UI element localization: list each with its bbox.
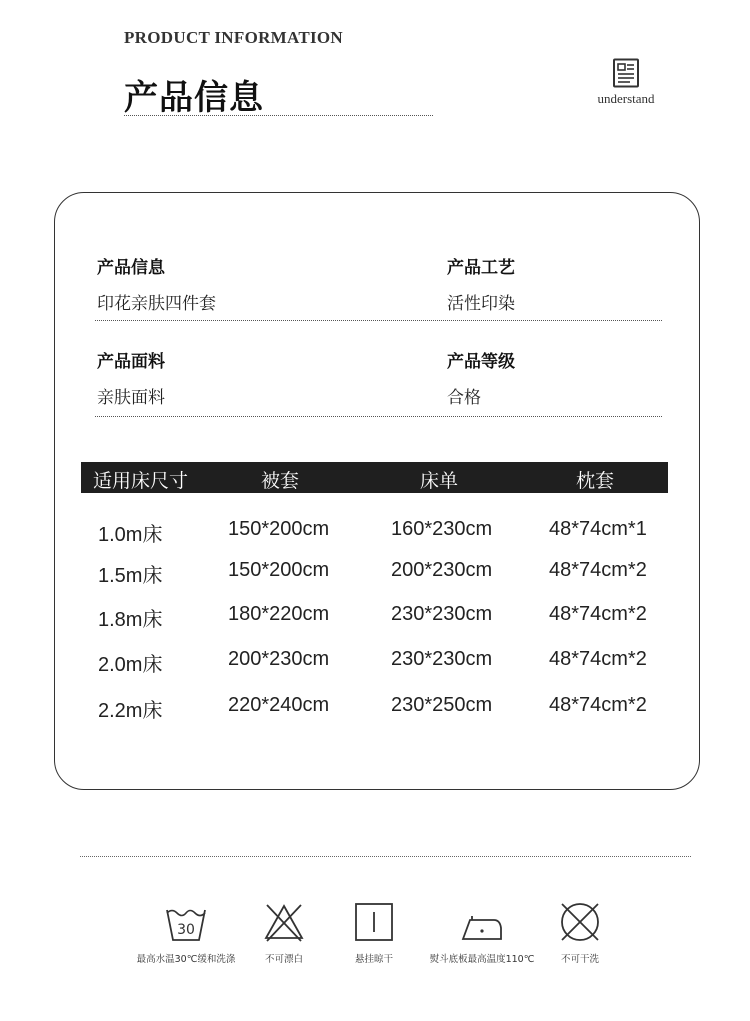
info-value-process: 活性印染 bbox=[447, 294, 515, 314]
table-cell: 48*74cm*1 bbox=[549, 518, 647, 540]
table-cell: 48*74cm*2 bbox=[549, 648, 647, 670]
table-cell: 48*74cm*2 bbox=[549, 559, 647, 581]
info-label-fabric: 产品面料 bbox=[97, 352, 165, 372]
no-dry-clean-icon bbox=[558, 900, 602, 944]
table-cell: 230*230cm bbox=[391, 603, 493, 625]
table-cell: 150*200cm bbox=[228, 559, 330, 581]
table-cell: 48*74cm*2 bbox=[549, 694, 647, 716]
table-cell: 2.2m床 bbox=[98, 700, 163, 722]
care-item-hang-dry bbox=[314, 900, 434, 965]
care-label-iron: 熨斗底板最高温度110℃ bbox=[429, 954, 535, 965]
column-header-sheet: 床单 bbox=[420, 471, 459, 492]
understand-label: understand bbox=[597, 91, 655, 106]
info-label-grade: 产品等级 bbox=[447, 352, 515, 372]
table-cell: 220*240cm bbox=[228, 694, 330, 716]
info-value-grade: 合格 bbox=[447, 388, 481, 408]
wash-30-icon bbox=[164, 900, 208, 944]
document-icon bbox=[612, 58, 640, 88]
info-divider bbox=[95, 416, 662, 417]
care-item-no-dry-clean bbox=[520, 900, 640, 965]
wash-temperature-text: 30 bbox=[177, 922, 195, 938]
hang-dry-icon bbox=[352, 900, 396, 944]
size-table-header bbox=[81, 462, 668, 493]
table-cell: 1.0m床 bbox=[98, 524, 163, 546]
info-value-fabric: 亲肤面料 bbox=[97, 388, 165, 408]
page-title: 产品信息 bbox=[124, 78, 264, 118]
iron-icon bbox=[460, 900, 504, 944]
table-cell: 160*230cm bbox=[391, 518, 493, 540]
info-value-product: 印花亲肤四件套 bbox=[97, 294, 216, 314]
column-header-duvet: 被套 bbox=[261, 471, 300, 492]
table-cell: 200*230cm bbox=[391, 559, 493, 581]
info-divider bbox=[95, 320, 662, 321]
no-bleach-icon bbox=[262, 900, 306, 944]
header-divider bbox=[124, 115, 433, 116]
info-label-product: 产品信息 bbox=[97, 258, 165, 278]
table-cell: 2.0m床 bbox=[98, 654, 163, 676]
table-cell: 230*250cm bbox=[391, 694, 493, 716]
care-label-hang-dry: 悬挂晾干 bbox=[354, 954, 393, 965]
table-cell: 1.5m床 bbox=[98, 565, 163, 587]
care-label-wash: 最高水温30℃缓和洗涤 bbox=[136, 954, 236, 965]
table-cell: 48*74cm*2 bbox=[549, 603, 647, 625]
care-divider bbox=[80, 856, 691, 857]
table-cell: 150*200cm bbox=[228, 518, 330, 540]
table-cell: 180*220cm bbox=[228, 603, 330, 625]
info-label-process: 产品工艺 bbox=[447, 258, 515, 278]
column-header-bed-size: 适用床尺寸 bbox=[93, 471, 189, 492]
understand-badge bbox=[590, 58, 662, 107]
care-label-no-dry-clean: 不可干洗 bbox=[560, 954, 599, 965]
table-cell: 200*230cm bbox=[228, 648, 330, 670]
column-header-pillowcase: 枕套 bbox=[576, 471, 615, 492]
care-label-no-bleach: 不可漂白 bbox=[264, 954, 303, 965]
table-cell: 1.8m床 bbox=[98, 609, 163, 631]
header-title-en: PRODUCT INFORMATION bbox=[124, 28, 343, 47]
table-cell: 230*230cm bbox=[391, 648, 493, 670]
